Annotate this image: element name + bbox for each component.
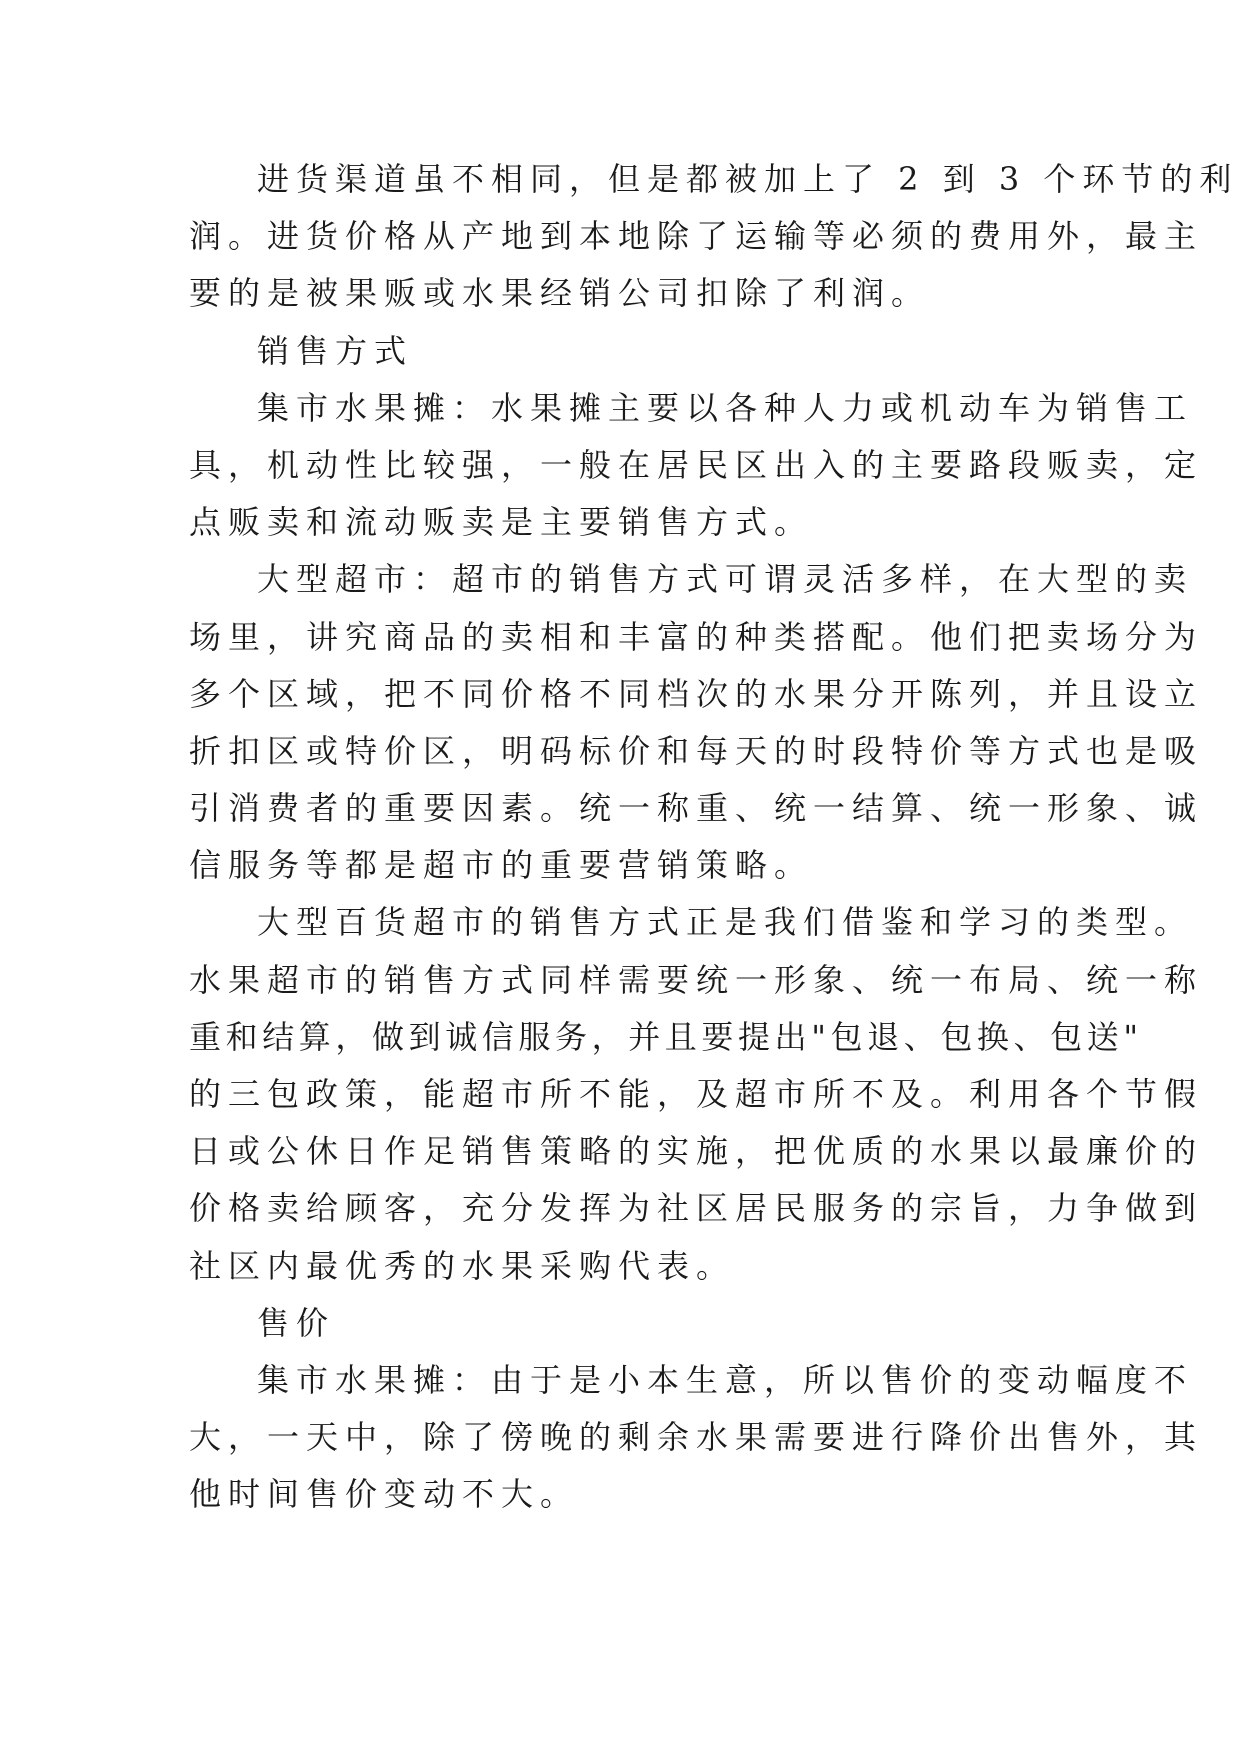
text-line: 价格卖给顾客，充分发挥为社区居民服务的宗旨，力争做到 xyxy=(189,1189,1204,1228)
text-line: 的三包政策，能超市所不能，及超市所不及。利用各个节假 xyxy=(189,1075,1204,1113)
section-heading: 销售方式 xyxy=(257,331,414,370)
text-line: 集市水果摊：水果摊主要以各种人力或机动车为销售工 xyxy=(257,388,1194,427)
text-line: 进货渠道虽不相同，但是都被加上了 2 到 3 个环节的利 xyxy=(257,160,1239,198)
text-line: 日或公休日作足销售策略的实施，把优质的水果以最廉价的 xyxy=(189,1132,1204,1171)
section-heading: 售价 xyxy=(257,1303,336,1342)
text-line: 点贩卖和流动贩卖是主要销售方式。 xyxy=(189,503,814,542)
text-line: 具，机动性比较强，一般在居民区出入的主要路段贩卖，定 xyxy=(189,445,1204,484)
text-line: 重和结算，做到诚信服务，并且要提出"包退、包换、包送" xyxy=(189,1017,1143,1056)
text-line: 集市水果摊：由于是小本生意，所以售价的变动幅度不 xyxy=(257,1360,1194,1399)
paragraph-market-stall xyxy=(189,380,1204,552)
heading-price xyxy=(189,1295,1049,1352)
document-body xyxy=(189,151,1239,1524)
text-line: 引消费者的重要因素。统一称重、统一结算、统一形象、诚 xyxy=(189,789,1204,828)
text-line: 折扣区或特价区，明码标价和每天的时段特价等方式也是吸 xyxy=(189,731,1204,770)
text-line: 大，一天中，除了傍晚的剩余水果需要进行降价出售外，其 xyxy=(189,1418,1204,1457)
paragraph-stall-price xyxy=(189,1352,1204,1524)
text-line: 大型百货超市的销售方式正是我们借鉴和学习的类型。 xyxy=(257,903,1194,942)
text-line: 他时间售价变动不大。 xyxy=(189,1475,580,1514)
paragraph-learning-strategy xyxy=(189,894,1204,1294)
text-line: 润。进货价格从产地到本地除了运输等必须的费用外，最主 xyxy=(189,217,1204,256)
paragraph-supermarket xyxy=(189,551,1204,894)
text-line: 大型超市：超市的销售方式可谓灵活多样，在大型的卖 xyxy=(257,560,1194,599)
text-line: 场里，讲究商品的卖相和丰富的种类搭配。他们把卖场分为 xyxy=(189,617,1204,656)
paragraph-channel-profit xyxy=(189,151,1239,323)
text-line: 要的是被果贩或水果经销公司扣除了利润。 xyxy=(189,274,931,313)
heading-sales-methods xyxy=(189,323,1049,380)
text-line: 信服务等都是超市的重要营销策略。 xyxy=(189,846,814,885)
text-line: 社区内最优秀的水果采购代表。 xyxy=(189,1246,736,1285)
text-line: 多个区域，把不同价格不同档次的水果分开陈列，并且设立 xyxy=(189,674,1204,713)
text-line: 水果超市的销售方式同样需要统一形象、统一布局、统一称 xyxy=(189,960,1204,999)
